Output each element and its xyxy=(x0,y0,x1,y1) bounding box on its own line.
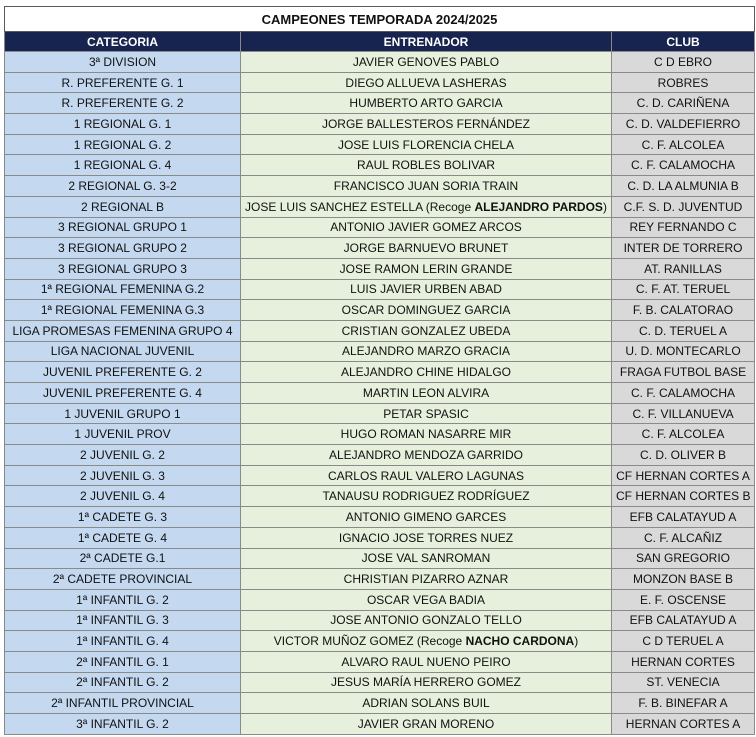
entrenador-cell: MARTIN LEON ALVIRA xyxy=(241,383,612,404)
categoria-cell: 1 REGIONAL G. 1 xyxy=(5,114,241,135)
categoria-cell: 2ª INFANTIL PROVINCIAL xyxy=(5,693,241,714)
club-cell: C. D. CARIÑENA xyxy=(612,93,755,114)
entrenador-cell: JESUS MARÍA HERRERO GOMEZ xyxy=(241,672,612,693)
table-row xyxy=(5,486,755,507)
categoria-cell: 3ª DIVISION xyxy=(5,52,241,73)
entrenador-suffix: ) xyxy=(602,199,607,214)
entrenador-name: JOSE LUIS SANCHEZ ESTELLA (Recoge xyxy=(245,199,475,214)
club-cell: AT. RANILLAS xyxy=(612,258,755,279)
categoria-cell: 1 REGIONAL G. 4 xyxy=(5,155,241,176)
table-body xyxy=(5,52,755,735)
categoria-cell: 2 JUVENIL G. 4 xyxy=(5,486,241,507)
entrenador-cell: LUIS JAVIER URBEN ABAD xyxy=(241,279,612,300)
categoria-cell: 1ª REGIONAL FEMENINA G.2 xyxy=(5,279,241,300)
entrenador-cell: ALEJANDRO MARZO GRACIA xyxy=(241,341,612,362)
entrenador-cell: JOSE LUIS FLORENCIA CHELA xyxy=(241,134,612,155)
header-row xyxy=(5,32,755,52)
entrenador-cell: TANAUSU RODRIGUEZ RODRÍGUEZ xyxy=(241,486,612,507)
categoria-cell: 2ª INFANTIL G. 1 xyxy=(5,651,241,672)
entrenador-name: VICTOR MUÑOZ GOMEZ (Recoge xyxy=(273,634,466,649)
categoria-cell: LIGA NACIONAL JUVENIL xyxy=(5,341,241,362)
table-row xyxy=(5,714,755,735)
club-cell: F. B. CALATORAO xyxy=(612,300,755,321)
club-cell: FRAGA FUTBOL BASE xyxy=(612,362,755,383)
entrenador-cell: ALEJANDRO CHINE HIDALGO xyxy=(241,362,612,383)
club-cell: C D TERUEL A xyxy=(612,631,755,652)
entrenador-suffix: ) xyxy=(574,634,579,649)
categoria-cell: 2 JUVENIL G. 2 xyxy=(5,445,241,466)
club-cell: C. D. LA ALMUNIA B xyxy=(612,176,755,197)
column-header-club: CLUB xyxy=(612,32,755,52)
categoria-cell: 2 JUVENIL G. 3 xyxy=(5,465,241,486)
table-row xyxy=(5,217,755,238)
table-row xyxy=(5,196,755,217)
club-cell: C. F. ALCAÑIZ xyxy=(612,527,755,548)
title-row xyxy=(5,7,755,32)
table-row xyxy=(5,465,755,486)
table-row xyxy=(5,320,755,341)
club-cell: C. F. CALAMOCHA xyxy=(612,155,755,176)
entrenador-recoge-name: NACHO CARDONA xyxy=(465,634,575,649)
table-row xyxy=(5,383,755,404)
table-row xyxy=(5,631,755,652)
categoria-cell: 1ª INFANTIL G. 3 xyxy=(5,610,241,631)
table-row xyxy=(5,72,755,93)
champions-table xyxy=(4,6,755,735)
entrenador-cell: JORGE BALLESTEROS FERNÁNDEZ xyxy=(241,114,612,135)
table-row xyxy=(5,693,755,714)
club-cell: SAN GREGORIO xyxy=(612,548,755,569)
entrenador-cell: FRANCISCO JUAN SORIA TRAIN xyxy=(241,176,612,197)
table-row xyxy=(5,527,755,548)
table-row xyxy=(5,362,755,383)
entrenador-cell: JOSE ANTONIO GONZALO TELLO xyxy=(241,610,612,631)
entrenador-cell: ALVARO RAUL NUENO PEIRO xyxy=(241,651,612,672)
table-row xyxy=(5,589,755,610)
club-cell: C. D. VALDEFIERRO xyxy=(612,114,755,135)
club-cell: ROBRES xyxy=(612,72,755,93)
entrenador-cell: ALEJANDRO MENDOZA GARRIDO xyxy=(241,445,612,466)
entrenador-cell: JORGE BARNUEVO BRUNET xyxy=(241,238,612,259)
categoria-cell: 3 REGIONAL GRUPO 1 xyxy=(5,217,241,238)
entrenador-cell: RAUL ROBLES BOLIVAR xyxy=(241,155,612,176)
table-row xyxy=(5,258,755,279)
club-cell: C. D. OLIVER B xyxy=(612,445,755,466)
table-row xyxy=(5,52,755,73)
categoria-cell: JUVENIL PREFERENTE G. 4 xyxy=(5,383,241,404)
club-cell: EFB CALATAYUD A xyxy=(612,507,755,528)
categoria-cell: 2ª CADETE PROVINCIAL xyxy=(5,569,241,590)
entrenador-cell xyxy=(241,196,612,217)
categoria-cell: JUVENIL PREFERENTE G. 2 xyxy=(5,362,241,383)
entrenador-cell: ADRIAN SOLANS BUIL xyxy=(241,693,612,714)
entrenador-cell: PETAR SPASIC xyxy=(241,403,612,424)
table-row xyxy=(5,155,755,176)
categoria-cell: 1ª REGIONAL FEMENINA G.3 xyxy=(5,300,241,321)
entrenador-cell: ANTONIO GIMENO GARCES xyxy=(241,507,612,528)
table-row xyxy=(5,300,755,321)
club-cell: F. B. BINEFAR A xyxy=(612,693,755,714)
table-title: CAMPEONES TEMPORADA 2024/2025 xyxy=(5,7,755,32)
table-row xyxy=(5,672,755,693)
table-row xyxy=(5,93,755,114)
club-cell: C. F. VILLANUEVA xyxy=(612,403,755,424)
club-cell: HERNAN CORTES A xyxy=(612,714,755,735)
categoria-cell: 1 REGIONAL G. 2 xyxy=(5,134,241,155)
categoria-cell: LIGA PROMESAS FEMENINA GRUPO 4 xyxy=(5,320,241,341)
categoria-cell: 3 REGIONAL GRUPO 3 xyxy=(5,258,241,279)
club-cell: U. D. MONTECARLO xyxy=(612,341,755,362)
entrenador-cell: ANTONIO JAVIER GOMEZ ARCOS xyxy=(241,217,612,238)
categoria-cell: 2 REGIONAL B xyxy=(5,196,241,217)
categoria-cell: 1ª INFANTIL G. 2 xyxy=(5,589,241,610)
categoria-cell: 1ª CADETE G. 4 xyxy=(5,527,241,548)
entrenador-cell: HUMBERTO ARTO GARCIA xyxy=(241,93,612,114)
categoria-cell: 1ª CADETE G. 3 xyxy=(5,507,241,528)
entrenador-cell: OSCAR DOMINGUEZ GARCIA xyxy=(241,300,612,321)
entrenador-cell: CHRISTIAN PIZARRO AZNAR xyxy=(241,569,612,590)
entrenador-cell: JOSE VAL SANROMAN xyxy=(241,548,612,569)
club-cell: C. F. AT. TERUEL xyxy=(612,279,755,300)
table-row xyxy=(5,651,755,672)
entrenador-recoge-name: ALEJANDRO PARDOS xyxy=(474,199,603,214)
club-cell: INTER DE TORRERO xyxy=(612,238,755,259)
table-row xyxy=(5,238,755,259)
table-row xyxy=(5,134,755,155)
club-cell: C. D. TERUEL A xyxy=(612,320,755,341)
entrenador-cell: CRISTIAN GONZALEZ UBEDA xyxy=(241,320,612,341)
categoria-cell: 1ª INFANTIL G. 4 xyxy=(5,631,241,652)
categoria-cell: R. PREFERENTE G. 2 xyxy=(5,93,241,114)
column-header-entrenador: ENTRENADOR xyxy=(241,32,612,52)
entrenador-cell: DIEGO ALLUEVA LASHERAS xyxy=(241,72,612,93)
table-row xyxy=(5,279,755,300)
categoria-cell: 1 JUVENIL GRUPO 1 xyxy=(5,403,241,424)
table-row xyxy=(5,341,755,362)
categoria-cell: 3 REGIONAL GRUPO 2 xyxy=(5,238,241,259)
table-row xyxy=(5,507,755,528)
table-row xyxy=(5,114,755,135)
club-cell: HERNAN CORTES xyxy=(612,651,755,672)
club-cell: REY FERNANDO C xyxy=(612,217,755,238)
table-row xyxy=(5,548,755,569)
club-cell: ST. VENECIA xyxy=(612,672,755,693)
entrenador-cell: JAVIER GENOVES PABLO xyxy=(241,52,612,73)
club-cell: CF HERNAN CORTES A xyxy=(612,465,755,486)
club-cell: E. F. OSCENSE xyxy=(612,589,755,610)
club-cell: C D EBRO xyxy=(612,52,755,73)
table-row xyxy=(5,176,755,197)
table-row xyxy=(5,424,755,445)
table-row xyxy=(5,445,755,466)
entrenador-cell: OSCAR VEGA BADIA xyxy=(241,589,612,610)
column-header-categoria: CATEGORIA xyxy=(5,32,241,52)
club-cell: C.F. S. D. JUVENTUD xyxy=(612,196,755,217)
entrenador-cell: IGNACIO JOSE TORRES NUEZ xyxy=(241,527,612,548)
categoria-cell: 3ª INFANTIL G. 2 xyxy=(5,714,241,735)
categoria-cell: 2ª INFANTIL G. 2 xyxy=(5,672,241,693)
categoria-cell: R. PREFERENTE G. 1 xyxy=(5,72,241,93)
table-row xyxy=(5,403,755,424)
table-row xyxy=(5,569,755,590)
categoria-cell: 2 REGIONAL G. 3-2 xyxy=(5,176,241,197)
entrenador-cell xyxy=(241,631,612,652)
club-cell: MONZON BASE B xyxy=(612,569,755,590)
club-cell: EFB CALATAYUD A xyxy=(612,610,755,631)
table-row xyxy=(5,610,755,631)
entrenador-cell: JAVIER GRAN MORENO xyxy=(241,714,612,735)
club-cell: C. F. CALAMOCHA xyxy=(612,383,755,404)
entrenador-cell: HUGO ROMAN NASARRE MIR xyxy=(241,424,612,445)
categoria-cell: 2ª CADETE G.1 xyxy=(5,548,241,569)
entrenador-cell: JOSE RAMON LERIN GRANDE xyxy=(241,258,612,279)
entrenador-cell: CARLOS RAUL VALERO LAGUNAS xyxy=(241,465,612,486)
club-cell: C. F. ALCOLEA xyxy=(612,424,755,445)
categoria-cell: 1 JUVENIL PROV xyxy=(5,424,241,445)
club-cell: C. F. ALCOLEA xyxy=(612,134,755,155)
club-cell: CF HERNAN CORTES B xyxy=(612,486,755,507)
